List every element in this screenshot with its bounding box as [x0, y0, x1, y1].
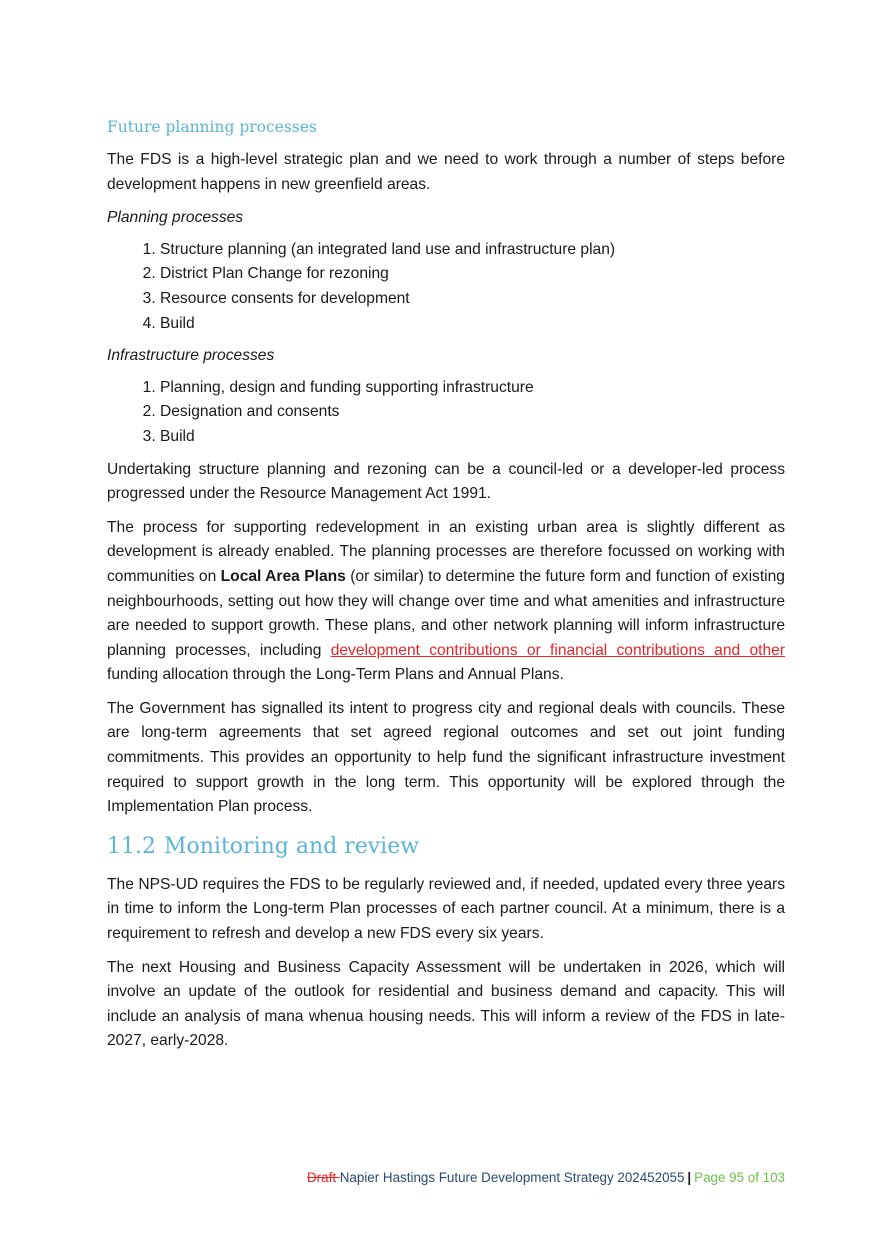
subheading-future-planning: Future planning processes — [107, 118, 317, 136]
list-item: 1. Planning, design and funding supporting infrastructure — [160, 376, 785, 401]
document-page — [107, 118, 785, 1063]
redevelopment-paragraph — [107, 516, 785, 688]
infrastructure-processes-label: Infrastructure processes — [107, 347, 275, 365]
footer-separator: | — [687, 1170, 692, 1185]
list-item: 1. Structure planning (an integrated land use and infrastructure plan) — [160, 238, 785, 263]
redev-text-b: (or similar) to determine the future form and function of existing neighbourhoods, setting out how they will change over time and what amenities and infrastructure are needed to support growth. These plans, and other network planning will inform infrastructure planning processes, including — [107, 567, 785, 659]
local-area-plans-bold: Local Area Plans — [220, 567, 346, 585]
heading-monitoring-review — [107, 834, 785, 859]
section-number: 11.2 — [107, 833, 156, 859]
infrastructure-processes-list — [107, 376, 785, 450]
page-footer — [307, 1170, 785, 1185]
planning-processes-list — [107, 238, 785, 336]
list-item: 3. Resource consents for development — [160, 287, 785, 312]
monitoring-paragraph-1: The NPS-UD requires the FDS to be regularly reviewed and, if needed, updated every three years in time to inform the Long-term Plan processes of each partner council. At a minimum, there is a requirement to refresh and develop a new FDS every six years. — [107, 875, 785, 943]
redev-text-a: The process for supporting redevelopment in an existing urban area is slightly different as development is already enabled. The planning processes are therefore focussed on working with communities on — [107, 518, 785, 585]
list-item: 4. Build — [160, 312, 785, 337]
planning-processes-label: Planning processes — [107, 209, 244, 227]
footer-page-number: Page 95 of 103 — [694, 1170, 785, 1185]
redev-text-c: funding allocation through the Long-Term Plans and Annual Plans. — [107, 666, 564, 684]
monitoring-paragraph-2: The next Housing and Business Capacity Assessment will be undertaken in 2026, which will involve an update of the outlook for residential and business demand and capacity. This will include an analysis of mana whenua housing needs. This will inform a review of the FDS in late-2027, early-2028. — [107, 958, 785, 1050]
section-title: Monitoring and review — [163, 833, 420, 859]
intro-paragraph: The FDS is a high-level strategic plan and we need to work through a number of steps before development happens in new greenfield areas. — [107, 151, 785, 193]
footer-deleted-draft: Draft — [307, 1170, 340, 1185]
list-item: 2. Designation and consents — [160, 400, 785, 425]
government-paragraph: The Government has signalled its intent to progress city and regional deals with councils. These are long-term agreements that set agreed regional outcomes and set out joint funding commitments. This provides an opportunity to help fund the significant infrastructure investment required to support growth in the long term. This opportunity will be explored through the Implementation Plan process. — [107, 699, 785, 816]
structure-planning-paragraph: Undertaking structure planning and rezoning can be a council-led or a developer-led process progressed under the Resource Management Act 1991. — [107, 460, 785, 503]
list-item: 2. District Plan Change for rezoning — [160, 262, 785, 287]
tracked-insertion: development contributions or financial contributions and other — [330, 641, 785, 659]
list-item: 3. Build — [160, 425, 785, 450]
footer-title: Napier Hastings Future Development Strategy 202452055 — [339, 1170, 685, 1185]
